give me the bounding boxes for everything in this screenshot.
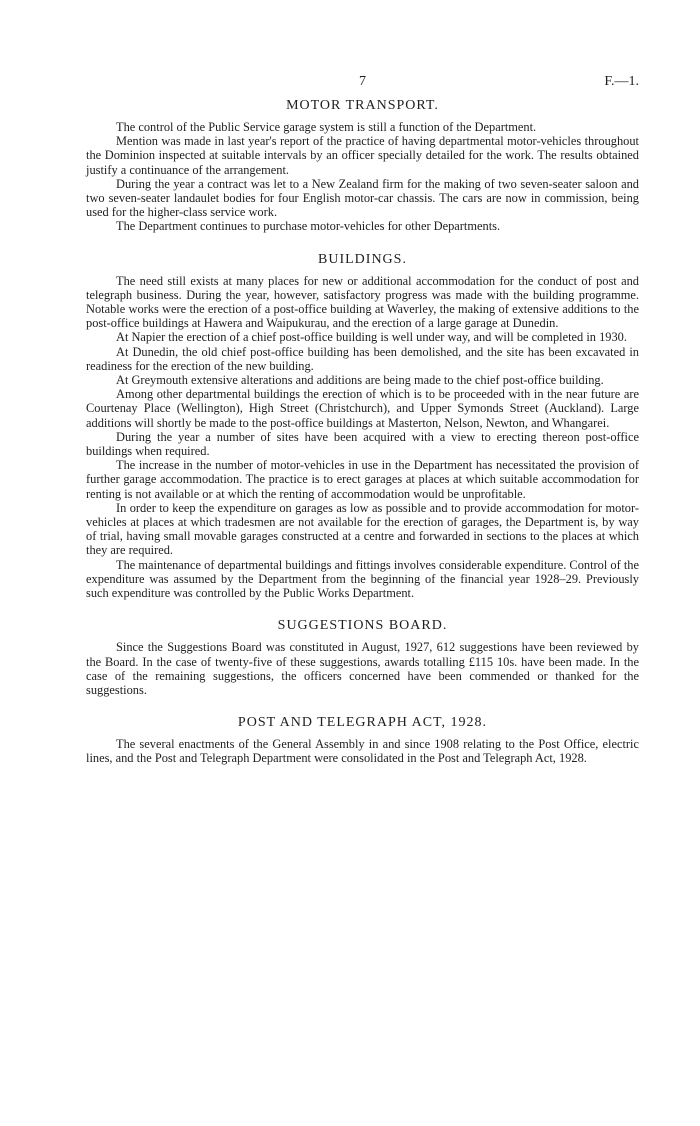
page-header bbox=[86, 74, 639, 96]
paragraph: At Greymouth extensive alterations and additions are being made to the chief post-office building. bbox=[116, 373, 604, 388]
paragraph: The increase in the number of motor-vehicles in use in the Department has necessitated the provision of further garage accommodation. The practice is to erect garages at places at which suitable accommodation for renting is not available or at which the renting of accommodation would be unprofitable. bbox=[86, 458, 639, 501]
section-title-post-telegraph-act: POST AND TELEGRAPH ACT, 1928. bbox=[237, 715, 488, 731]
paragraph: Mention was made in last year's report of the practice of having departmental motor-vehicles throughout the Dominion inspected at suitable intervals by an officer specially detailed for the work. The results obtained justify a continuance of the arrangement. bbox=[86, 134, 639, 177]
paragraph: At Dunedin, the old chief post-office building has been demolished, and the site has been excavated in readiness for the erection of the new building. bbox=[86, 344, 639, 373]
paragraph: The several enactments of the General Assembly in and since 1908 relating to the Post Office, electric lines, and the Post and Telegraph Department were consolidated in the Post and Telegraph Act, 1928. bbox=[86, 737, 639, 766]
section-title-buildings: BUILDINGS. bbox=[318, 251, 407, 267]
paragraph: At Napier the erection of a chief post-office building is well under way, and will be completed in 1930. bbox=[116, 330, 627, 345]
section-title-motor-transport: MOTOR TRANSPORT. bbox=[286, 98, 439, 113]
paragraph: During the year a contract was let to a New Zealand firm for the making of two seven-seater saloon and two seven-seater landaulet bodies for four English motor-car chassis. The cars are now in commission, being used for the higher-class service work. bbox=[86, 176, 639, 220]
section-title-suggestions-board: SUGGESTIONS BOARD. bbox=[277, 618, 448, 634]
paragraph: During the year a number of sites have been acquired with a view to erecting thereon post-office buildings when required. bbox=[86, 429, 639, 459]
document-page bbox=[86, 74, 639, 766]
paragraph: Since the Suggestions Board was constituted in August, 1927, 612 suggestions have been reviewed by the Board. In the case of twenty-five of these suggestions, awards totalling £115 10s. have been made. In the case of the remaining suggestions, the officers concerned have been commended or thanked for the suggestions. bbox=[86, 640, 639, 697]
paragraph: The maintenance of departmental buildings and fittings involves considerable expenditure. Control of the expenditure was assumed by the Department from the beginning of the financial year 1928–29. Previously such expenditure was controlled by the Public Works Department. bbox=[86, 557, 639, 601]
paragraph: In order to keep the expenditure on garages as low as possible and to provide accommodation for motor-vehicles at places at which tradesmen are not available for the erection of garages, the Department is, by way of trial, having small movable garages constructed at a centre and forwarded in sections to the places at which they are required. bbox=[86, 500, 639, 558]
paragraph: The Department continues to purchase motor-vehicles for other Departments. bbox=[116, 219, 501, 234]
paragraph: The control of the Public Service garage system is still a function of the Department. bbox=[116, 120, 537, 134]
document-code: F.—1. bbox=[604, 74, 639, 89]
paragraph: Among other departmental buildings the erection of which is to be proceeded with in the near future are Courtenay Place (Wellington), High Street (Christchurch), and Upper Symonds Street (Auckland). Large additions will shortly be made to the post-office buildings at Masterton, Nelson, Newton, and Whangarei. bbox=[86, 387, 639, 430]
paragraph: The need still exists at many places for new or additional accommodation for the conduct of post and telegraph business. During the year, however, satisfactory progress was made with the building programme. Notable works were the erection of a post-office building at Waverley, the making of extensive additions to the post-office buildings at Hawera and Waipukurau, and the erection of a large garage at Dunedin. bbox=[86, 273, 639, 331]
page-number: 7 bbox=[359, 74, 366, 89]
